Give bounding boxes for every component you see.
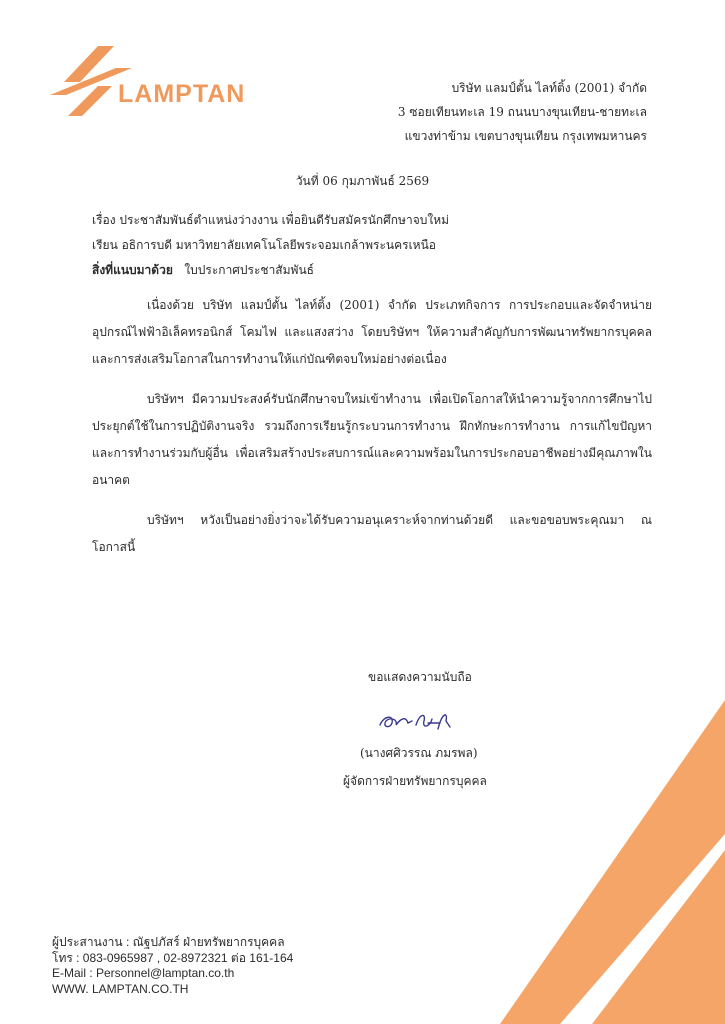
letter-recipient: เรียน อธิการบดี มหาวิทยาลัยเทคโนโลยีพระจอมเกล้าพระนครเหนือ (92, 238, 436, 252)
address-line: แขวงท่าข้าม เขตบางขุนเทียน กรุงเทพมหานคร (404, 129, 647, 143)
letter-body (92, 292, 652, 574)
footer-coordinator: ผู้ประสานงาน : ณัฐปภัสร์ ฝ่ายทรัพยากรบุคคล (52, 935, 285, 949)
letter-meta (92, 208, 449, 283)
corner-decoration (500, 700, 725, 1024)
contact-footer (52, 935, 293, 997)
letter-date: วันที่ 06 กุมภาพันธ์ 2569 (295, 174, 430, 188)
closing-phrase: ขอแสดงความนับถือ (368, 670, 472, 684)
signer-name: (นางศศิวรรณ ภมรพล) (360, 746, 478, 760)
footer-email[interactable]: E-Mail : Personnel@lamptan.co.th (52, 966, 235, 980)
body-paragraph: เนื่องด้วย บริษัท แลมป์ตั้น ไลท์ติ้ง (2001) จำกัด ประเภทกิจการ การประกอบและจัดจำหน่ายอุปกรณ์ไฟฟ้าอิเล็คทรอนิกส์ โคมไฟ และแสงสว่าง โดยบริษัทฯ ให้ความสำคัญกับการพัฒนาทรัพยากรบุคคล และการส่งเสริมโอกาสในการทำงานให้แก่บัณฑิตจบใหม่อย่างต่อเนื่อง (92, 298, 652, 366)
address-line: 3 ซอยเทียนทะเล 19 ถนนบางขุนเทียน-ชายทะเล (397, 105, 647, 119)
company-address (398, 76, 647, 148)
brand-name: LAMPTAN (118, 80, 246, 108)
signer-title: ผู้จัดการฝ่ายทรัพยากรบุคคล (343, 774, 487, 788)
footer-website[interactable]: WWW. LAMPTAN.CO.TH (52, 981, 189, 996)
footer-phone: โทร : 083-0965987 , 02-8972321 ต่อ 161-164 (52, 950, 294, 965)
handwritten-signature (376, 707, 466, 735)
body-paragraph: บริษัทฯ หวังเป็นอย่างยิ่งว่าจะได้รับความอนุเคราะห์จากท่านด้วยดี และขอขอบพระคุณมา ณ โอกาสนี้ (92, 513, 652, 554)
attachment-value: ใบประกาศประชาสัมพันธ์ (184, 263, 314, 277)
address-line: บริษัท แลมป์ตั้น ไลท์ติ้ง (2001) จำกัด (451, 81, 647, 95)
attachment-label: สิ่งที่แนบมาด้วย (92, 263, 173, 277)
letter-subject: เรื่อง ประชาสัมพันธ์ตำแหน่งว่างงาน เพื่อยินดีรับสมัครนักศึกษาจบใหม่ (92, 213, 450, 227)
letter-attachment (92, 258, 449, 283)
body-paragraph: บริษัทฯ มีความประสงค์รับนักศึกษาจบใหม่เข้าทำงาน เพื่อเปิดโอกาสให้นำความรู้จากการศึกษาไปประยุกต์ใช้ในการปฏิบัติงานจริง รวมถึงการเรียนรู้กระบวนการทำงาน ฝึกทักษะการทำงาน การแก้ไขปัญหา และการทำงานร่วมกับผู้อื่น เพื่อเสริมสร้างประสบการณ์และความพร้อมในการประกอบอาชีพอย่างมีคุณภาพในอนาคต (92, 392, 652, 487)
